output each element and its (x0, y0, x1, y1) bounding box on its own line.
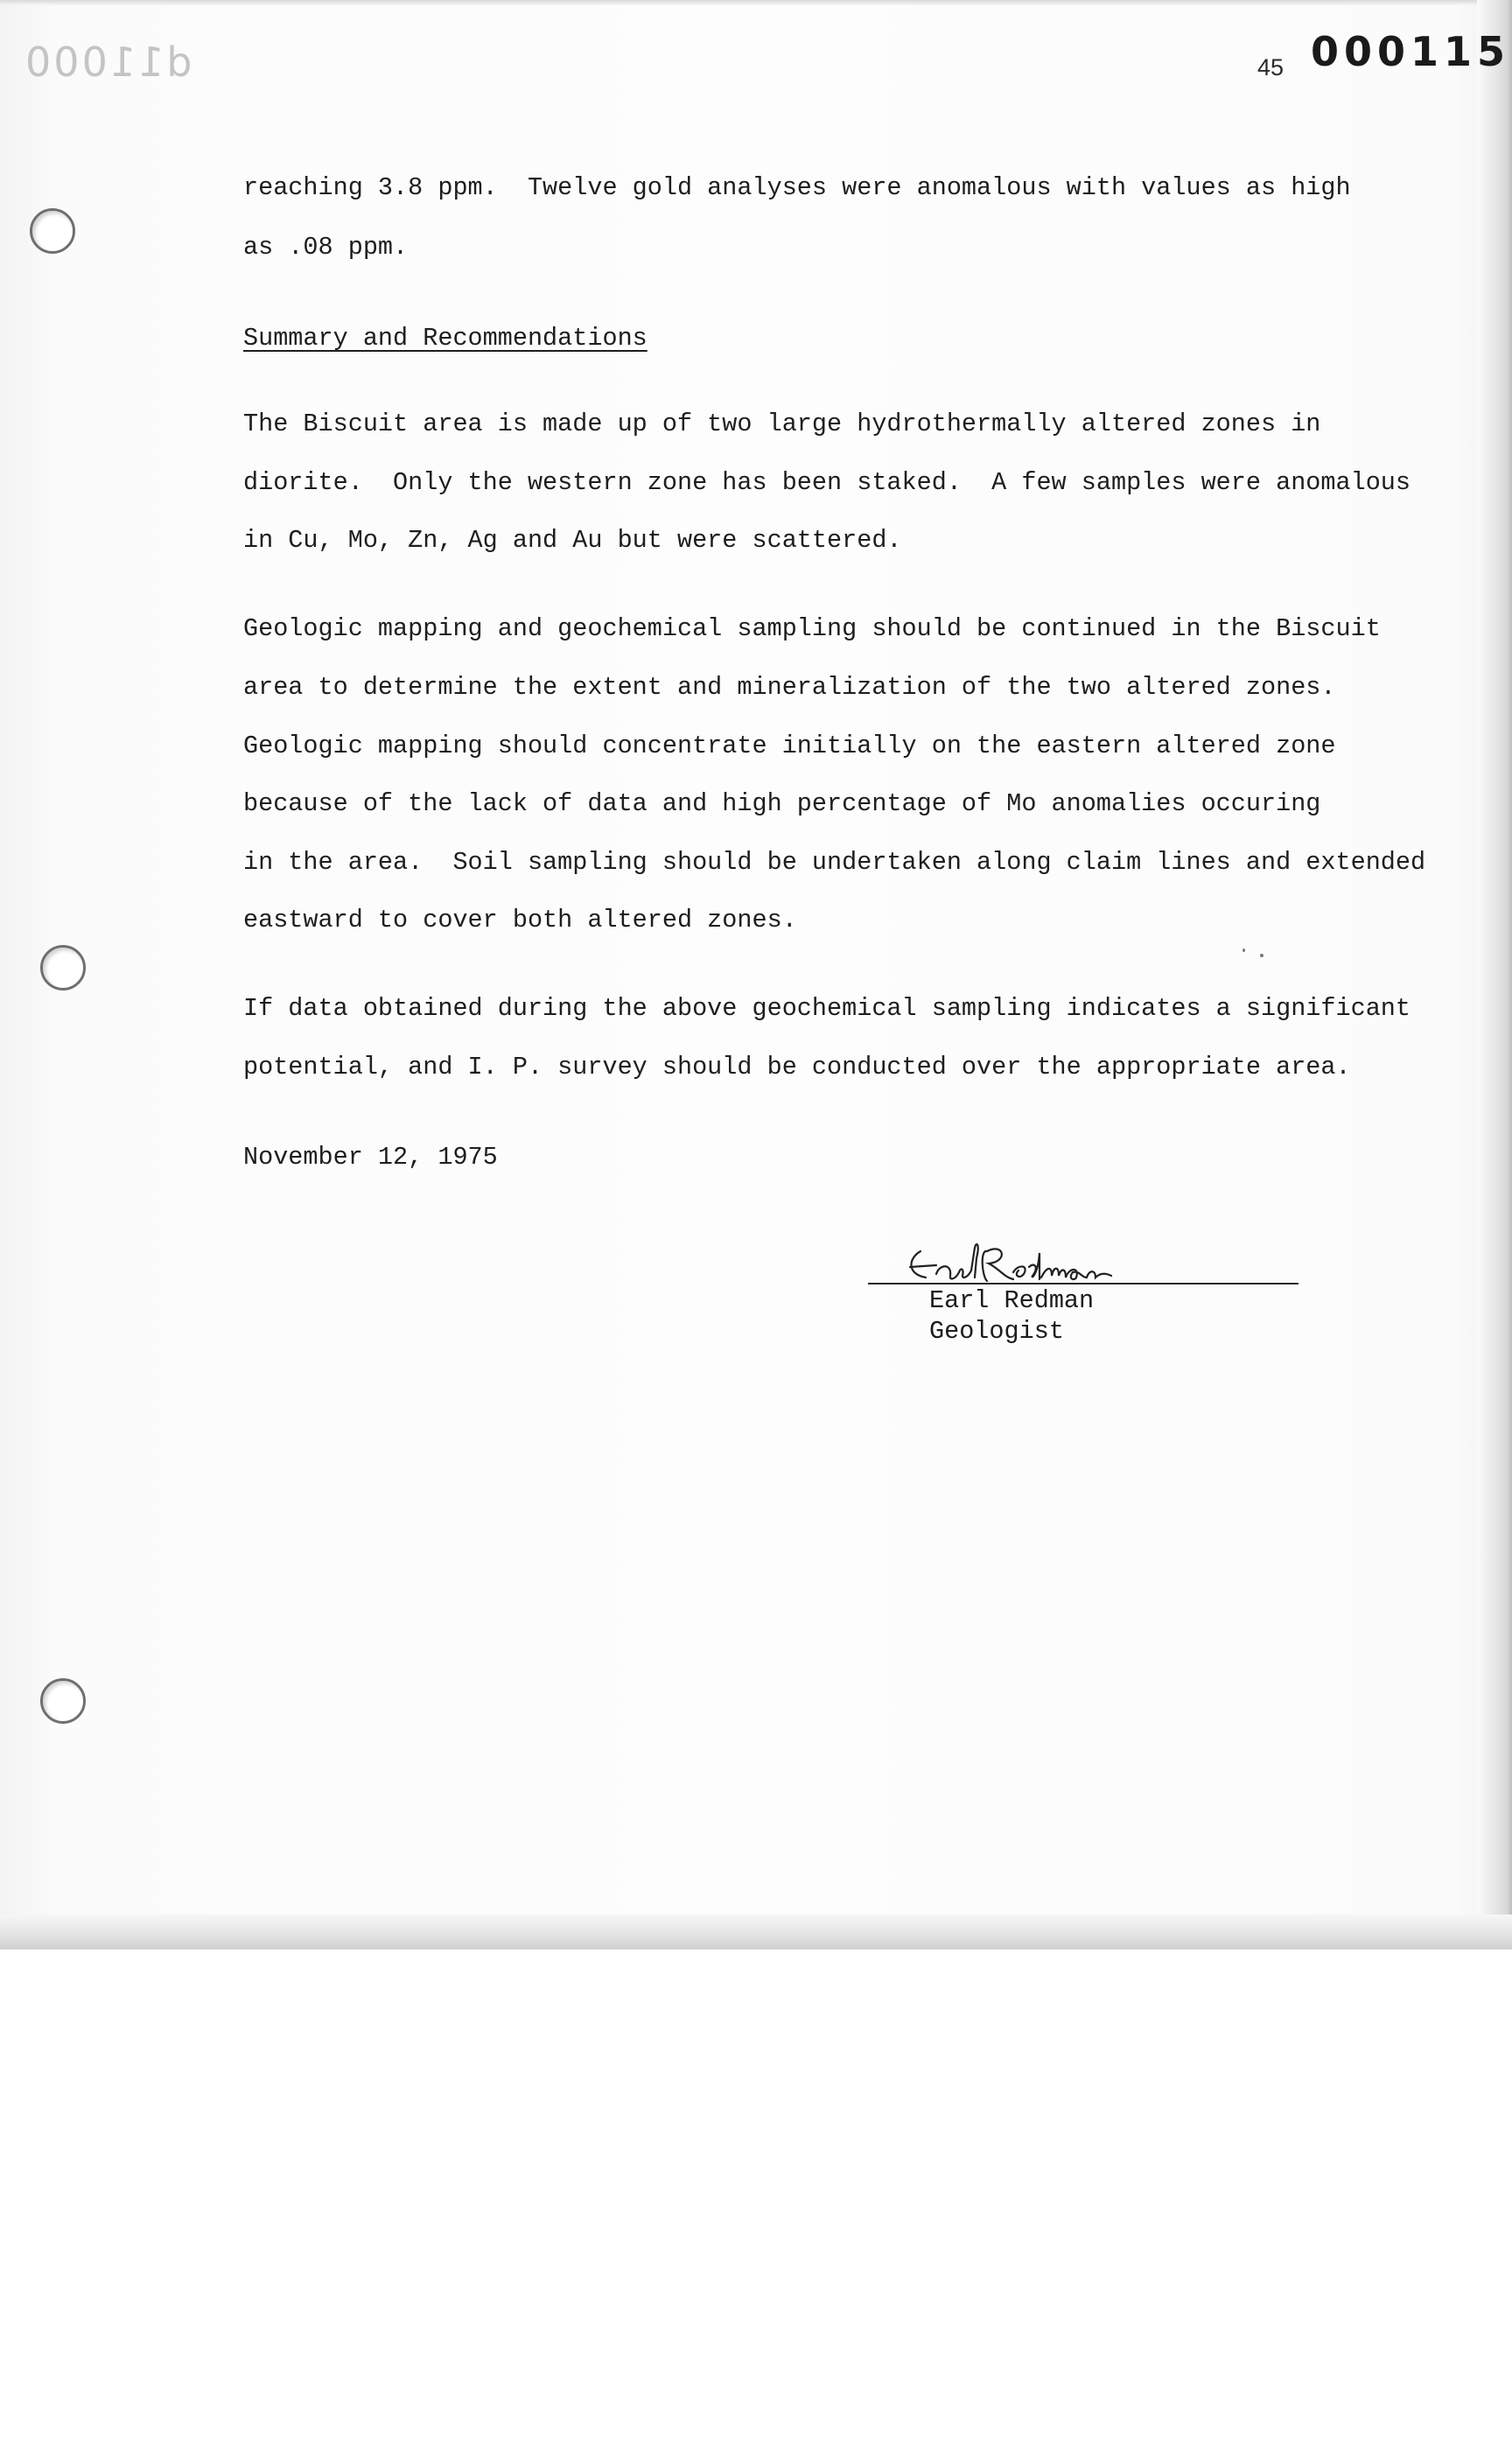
paragraph-2-line: area to determine the extent and mineralization of the two altered zones. (243, 673, 1336, 702)
document-id-stamp: 000115 (1311, 28, 1511, 75)
paragraph-1-line: in Cu, Mo, Zn, Ag and Au but were scattered. (243, 526, 902, 555)
signature-line (868, 1283, 1298, 1284)
page-number: 45 (1257, 54, 1284, 80)
page-right-edge (1477, 0, 1512, 1950)
page-bottom-edge (0, 1914, 1512, 1950)
binder-hole-top (30, 208, 75, 254)
document-date: November 12, 1975 (243, 1143, 498, 1172)
page-top-edge (0, 0, 1512, 5)
paragraph-2-line: in the area. Soil sampling should be undertaken along claim lines and extended (243, 848, 1426, 877)
paragraph-2-line: eastward to cover both altered zones. (243, 906, 797, 934)
signer-title: Geologist (929, 1317, 1064, 1346)
signer-name: Earl Redman (929, 1286, 1095, 1315)
scan-speck (1242, 948, 1245, 952)
binder-hole-middle (40, 945, 86, 990)
paragraph-1-line: diorite. Only the western zone has been staked. A few samples were anomalous (243, 468, 1411, 497)
paragraph-2-line: Geologic mapping and geochemical sampling should be continued in the Biscuit (243, 614, 1381, 643)
paragraph-1-line: The Biscuit area is made up of two large hydrothermally altered zones in (243, 410, 1321, 438)
binder-hole-bottom (40, 1678, 86, 1724)
scan-speck (1260, 954, 1264, 957)
bleed-through-number: d11000 (23, 38, 192, 86)
scan-background (0, 1950, 1512, 2450)
section-heading: Summary and Recommendations (243, 324, 648, 353)
intro-line: as .08 ppm. (243, 233, 409, 262)
intro-line: reaching 3.8 ppm. Twelve gold analyses were anomalous with values as high (243, 173, 1351, 202)
paragraph-2-line: because of the lack of data and high percentage of Mo anomalies occuring (243, 789, 1321, 818)
paragraph-3-line: If data obtained during the above geochemical sampling indicates a significant (243, 994, 1411, 1023)
paragraph-3-line: potential, and I. P. survey should be conducted over the appropriate area. (243, 1053, 1351, 1082)
paragraph-2-line: Geologic mapping should concentrate initially on the eastern altered zone (243, 732, 1336, 760)
